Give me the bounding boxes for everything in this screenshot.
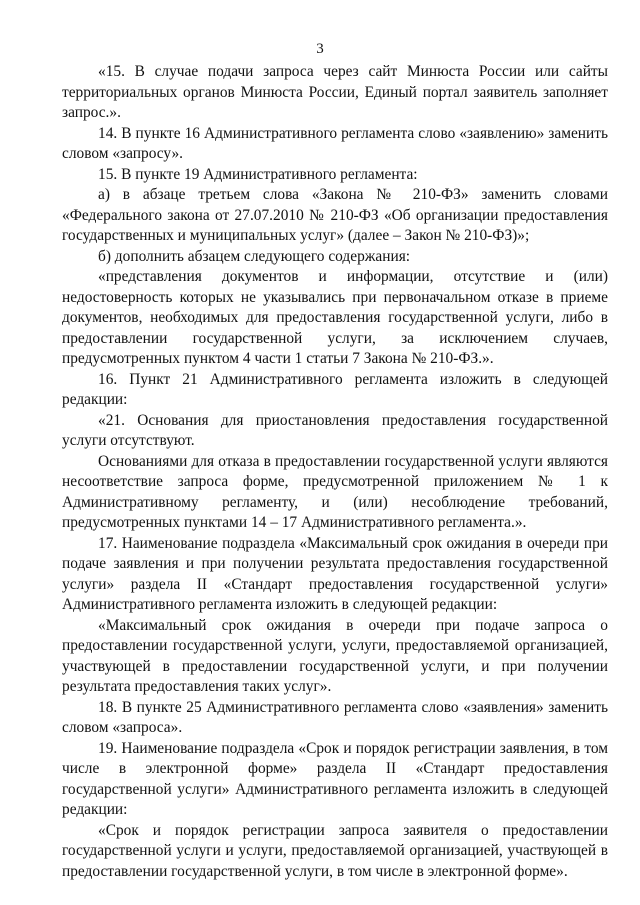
- paragraph-15: 15. В пункте 19 Административного регламента:: [98, 165, 418, 183]
- paragraph-item-15-quote: «15. В случае подачи запроса через сайт Минюста России или сайты территориальных органов Минюста России, Единый портал заявитель заполняет запрос.».: [62, 63, 608, 121]
- paragraph-18: 18. В пункте 25 Административного регламента слово «заявления» заменить словом «запроса».: [62, 698, 608, 736]
- paragraph-refusal-grounds: Основаниями для отказа в предоставлении государственной услуги являются несоответствие запроса форме, предусмотренной приложением № 1 к Административному регламенту, и (или) несоблюдение требований, предусмотренных пунктами 14 – 17 Административного регламента.».: [62, 452, 608, 531]
- paragraph-15-a: а) в абзаце третьем слова «Закона № 210-ФЗ» заменить словами «Федерального закона от 27.07.2010 № 210-ФЗ «Об организации предоставления государственных и муниципальных услуг» (далее – Закон № 210-ФЗ)»;: [62, 186, 608, 244]
- paragraph-item-21-quote: «21. Основания для приостановления предоставления государственной услуги отсутствуют.: [62, 411, 608, 449]
- paragraph-19-quote: «Срок и порядок регистрации запроса заявителя о предоставлении государственной услуги и услуги, предоставляемой организацией, участвующей в предоставлении государственной услуги, в том числе в электронной форме».: [62, 821, 608, 880]
- paragraph-17: 17. Наименование подраздела «Максимальный срок ожидания в очереди при подаче заявления и при получении результата предоставления государственной услуги» раздела II «Стандарт предоставления государственной услуги» Административного регламента изложить в следующей редакции:: [62, 534, 608, 613]
- paragraph-16: 16. Пункт 21 Административного регламента изложить в следующей редакции:: [62, 370, 608, 408]
- paragraph-17-quote: «Максимальный срок ожидания в очереди при подаче запроса о предоставлении государственной услуги, услуги, предоставляемой организацией, участвующей в предоставлении государственной услуги, и при получении результата предоставления таких услуг».: [62, 616, 608, 695]
- paragraph-19: 19. Наименование подраздела «Срок и порядок регистрации заявления, в том числе в электронной форме» раздела II «Стандарт предоставления государственной услуги» Административного регламента изложить в следующей редакции:: [62, 739, 608, 818]
- page-number: 3: [316, 41, 324, 57]
- paragraph-15-b-quote: «представления документов и информации, отсутствие и (или) недостоверность которых не указывались при первоначальном отказе в приеме документов, необходимых для предоставления государственной услуги, либо в предоставлении государственной услуги, за исключением случаев, предусмотренных пунктом 4 части 1 статьи 7 Закона № 210-ФЗ.».: [62, 268, 608, 367]
- document-body: [62, 62, 608, 882]
- paragraph-15-b: б) дополнить абзацем следующего содержания:: [98, 247, 411, 265]
- paragraph-14: 14. В пункте 16 Административного регламента слово «заявлению» заменить словом «запросу».: [62, 124, 608, 162]
